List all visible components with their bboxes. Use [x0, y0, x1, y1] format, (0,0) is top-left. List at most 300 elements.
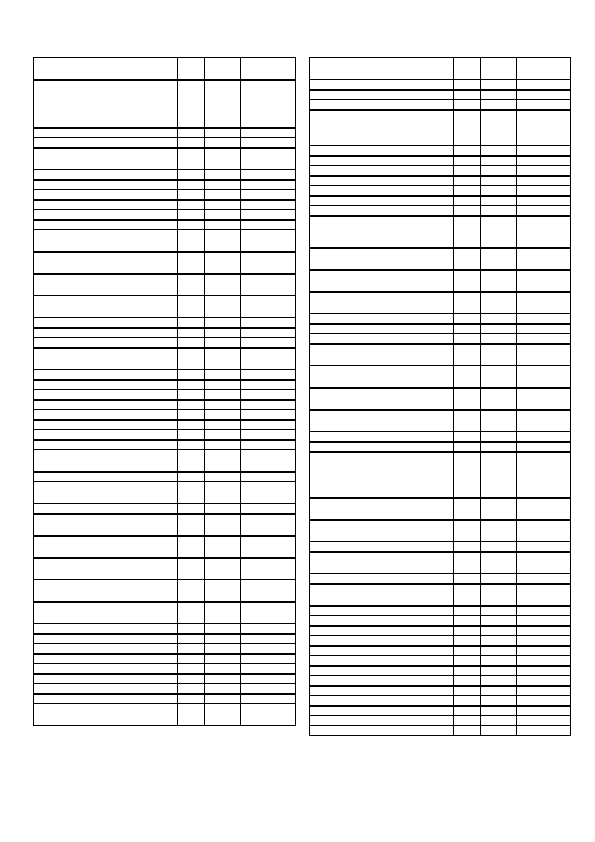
- left-table-cell: [34, 514, 178, 536]
- left-table-row: [34, 338, 296, 348]
- left-table-cell: [34, 410, 178, 420]
- left-table-cell: [241, 644, 296, 654]
- left-table-row: [34, 138, 296, 148]
- right-table-cell: [481, 656, 517, 666]
- left-table-cell: [34, 230, 178, 252]
- left-table-row: [34, 230, 296, 252]
- right-table-cell: [481, 166, 517, 176]
- left-table-row: [34, 128, 296, 138]
- left-table-row: [34, 170, 296, 180]
- left-table-cell: [241, 138, 296, 148]
- right-table-cell: [454, 196, 481, 206]
- left-table-cell: [34, 580, 178, 602]
- right-table-cell: [517, 574, 571, 584]
- right-table-cell: [310, 166, 454, 176]
- left-table-cell: [178, 318, 205, 328]
- right-table-row: [310, 666, 571, 676]
- left-table-cell: [205, 80, 241, 128]
- right-table-cell: [517, 626, 571, 636]
- left-table-cell: [205, 430, 241, 440]
- right-table-cell: [481, 186, 517, 196]
- left-table-cell: [34, 370, 178, 380]
- right-table-cell: [517, 100, 571, 110]
- left-table-cell: [205, 370, 241, 380]
- right-table-cell: [481, 716, 517, 726]
- right-table-cell: [310, 696, 454, 706]
- left-table-cell: [34, 450, 178, 472]
- right-table-cell: [310, 388, 454, 410]
- right-table-row: [310, 696, 571, 706]
- right-table-row: [310, 156, 571, 166]
- right-table-cell: [454, 574, 481, 584]
- right-table-row: [310, 574, 571, 584]
- left-table-cell: [34, 380, 178, 390]
- right-table-row: [310, 366, 571, 388]
- right-table-cell: [481, 410, 517, 432]
- left-table-cell: [178, 624, 205, 634]
- right-table-cell: [454, 520, 481, 542]
- right-table-cell: [517, 216, 571, 248]
- right-table-row: [310, 626, 571, 636]
- left-table-cell: [34, 170, 178, 180]
- right-table-cell: [481, 542, 517, 552]
- right-table-cell: [454, 646, 481, 656]
- right-table-cell: [454, 100, 481, 110]
- right-table-row: [310, 248, 571, 270]
- left-table-cell: [241, 634, 296, 644]
- left-table-cell: [34, 430, 178, 440]
- left-table-row: [34, 430, 296, 440]
- left-table-cell: [178, 210, 205, 220]
- right-table-cell: [481, 216, 517, 248]
- left-table-cell: [205, 296, 241, 318]
- right-table-row: [310, 636, 571, 646]
- left-table-row: [34, 58, 296, 80]
- right-table-cell: [517, 552, 571, 574]
- right-table-cell: [517, 344, 571, 366]
- left-table-cell: [205, 450, 241, 472]
- left-table-cell: [241, 674, 296, 684]
- left-table-cell: [178, 684, 205, 694]
- right-table-row: [310, 206, 571, 216]
- right-table-cell: [517, 616, 571, 626]
- left-table-cell: [205, 602, 241, 624]
- left-table-row: [34, 602, 296, 624]
- right-table-cell: [310, 432, 454, 442]
- left-table-row: [34, 580, 296, 602]
- right-table-cell: [481, 196, 517, 206]
- right-table-row: [310, 80, 571, 90]
- left-table-cell: [205, 338, 241, 348]
- left-table-cell: [178, 410, 205, 420]
- right-table-cell: [310, 334, 454, 344]
- left-table-cell: [178, 536, 205, 558]
- right-table-cell: [481, 676, 517, 686]
- right-table-cell: [517, 520, 571, 542]
- left-table-row: [34, 704, 296, 726]
- right-table-row: [310, 606, 571, 616]
- right-table: [309, 57, 571, 736]
- right-table-cell: [310, 58, 454, 80]
- right-table-cell: [310, 90, 454, 100]
- left-table-cell: [178, 644, 205, 654]
- left-table-row: [34, 694, 296, 704]
- left-table-cell: [34, 200, 178, 210]
- left-table-cell: [205, 220, 241, 230]
- right-table-cell: [517, 80, 571, 90]
- left-table-cell: [241, 400, 296, 410]
- left-table-cell: [205, 684, 241, 694]
- left-table-cell: [205, 200, 241, 210]
- right-table-cell: [517, 206, 571, 216]
- right-table-cell: [454, 388, 481, 410]
- right-table-cell: [454, 606, 481, 616]
- right-table-cell: [310, 626, 454, 636]
- left-table-cell: [241, 380, 296, 390]
- right-table-row: [310, 552, 571, 574]
- right-table-cell: [454, 452, 481, 498]
- right-table-cell: [454, 80, 481, 90]
- right-table-cell: [481, 646, 517, 656]
- right-table-cell: [310, 156, 454, 166]
- left-table-cell: [241, 654, 296, 664]
- left-table-cell: [241, 252, 296, 274]
- right-table-cell: [517, 584, 571, 606]
- left-table-cell: [178, 230, 205, 252]
- left-table-cell: [34, 252, 178, 274]
- left-table-row: [34, 644, 296, 654]
- right-table-cell: [517, 442, 571, 452]
- right-table-cell: [481, 666, 517, 676]
- right-table-cell: [310, 206, 454, 216]
- left-table-cell: [34, 390, 178, 400]
- left-table-row: [34, 440, 296, 450]
- right-table-cell: [517, 452, 571, 498]
- right-table-cell: [454, 334, 481, 344]
- right-table-cell: [310, 706, 454, 716]
- left-table-cell: [34, 504, 178, 514]
- right-table-cell: [454, 146, 481, 156]
- left-table-row: [34, 684, 296, 694]
- left-table-row: [34, 296, 296, 318]
- left-table-cell: [205, 580, 241, 602]
- right-table-cell: [310, 574, 454, 584]
- left-table-cell: [178, 450, 205, 472]
- right-table-cell: [310, 542, 454, 552]
- right-table-cell: [310, 344, 454, 366]
- left-table-cell: [34, 400, 178, 410]
- left-table-cell: [241, 536, 296, 558]
- left-table-cell: [34, 274, 178, 296]
- right-table-cell: [310, 324, 454, 334]
- right-table-row: [310, 498, 571, 520]
- left-table-row: [34, 380, 296, 390]
- left-table-row: [34, 148, 296, 170]
- left-table-cell: [34, 482, 178, 504]
- right-table-cell: [481, 80, 517, 90]
- right-table-cell: [310, 584, 454, 606]
- right-table-row: [310, 442, 571, 452]
- left-table-cell: [34, 674, 178, 684]
- left-table-cell: [178, 80, 205, 128]
- left-table-cell: [205, 536, 241, 558]
- left-table-row: [34, 472, 296, 482]
- left-table-cell: [241, 664, 296, 674]
- right-table-row: [310, 584, 571, 606]
- right-table-cell: [481, 156, 517, 166]
- left-table-cell: [34, 420, 178, 430]
- right-table-cell: [454, 686, 481, 696]
- right-table-cell: [517, 292, 571, 314]
- left-table-cell: [178, 504, 205, 514]
- left-table-cell: [178, 190, 205, 200]
- right-table-cell: [481, 334, 517, 344]
- right-table-cell: [454, 410, 481, 432]
- right-table-cell: [310, 616, 454, 626]
- right-table-row: [310, 270, 571, 292]
- left-table-row: [34, 328, 296, 338]
- right-table-cell: [454, 176, 481, 186]
- right-table-cell: [481, 110, 517, 146]
- left-table-cell: [241, 580, 296, 602]
- left-table-row: [34, 674, 296, 684]
- right-table-row: [310, 146, 571, 156]
- right-table-cell: [310, 666, 454, 676]
- left-table-cell: [205, 170, 241, 180]
- right-table-cell: [517, 656, 571, 666]
- left-table-row: [34, 654, 296, 664]
- right-table-cell: [454, 206, 481, 216]
- left-table-cell: [178, 420, 205, 430]
- right-table-cell: [454, 344, 481, 366]
- right-table-cell: [517, 706, 571, 716]
- right-table-cell: [310, 686, 454, 696]
- right-table-cell: [310, 100, 454, 110]
- right-table-cell: [481, 552, 517, 574]
- right-table-cell: [517, 716, 571, 726]
- left-table-cell: [241, 440, 296, 450]
- right-table-row: [310, 292, 571, 314]
- left-table-cell: [205, 318, 241, 328]
- right-table-cell: [454, 666, 481, 676]
- right-table-cell: [454, 442, 481, 452]
- left-table-cell: [241, 190, 296, 200]
- left-table-cell: [34, 296, 178, 318]
- left-table-cell: [178, 338, 205, 348]
- right-table-row: [310, 452, 571, 498]
- right-table-cell: [517, 270, 571, 292]
- right-table-cell: [310, 552, 454, 574]
- left-table-cell: [205, 514, 241, 536]
- right-table-cell: [517, 90, 571, 100]
- right-table-cell: [517, 166, 571, 176]
- right-table-cell: [454, 542, 481, 552]
- left-table-cell: [241, 472, 296, 482]
- left-table-row: [34, 624, 296, 634]
- left-table-cell: [34, 210, 178, 220]
- right-table-cell: [517, 542, 571, 552]
- left-table-cell: [241, 694, 296, 704]
- left-table-cell: [178, 602, 205, 624]
- left-table-row: [34, 390, 296, 400]
- left-table-cell: [34, 654, 178, 664]
- left-table-cell: [34, 472, 178, 482]
- right-table-row: [310, 324, 571, 334]
- right-table-cell: [310, 216, 454, 248]
- right-table-cell: [454, 676, 481, 686]
- left-table-row: [34, 274, 296, 296]
- left-table-cell: [205, 558, 241, 580]
- right-table-cell: [517, 606, 571, 616]
- left-table-cell: [178, 296, 205, 318]
- right-table-cell: [454, 366, 481, 388]
- left-table-cell: [178, 348, 205, 370]
- right-table-cell: [454, 216, 481, 248]
- left-table-cell: [241, 558, 296, 580]
- left-table-row: [34, 558, 296, 580]
- left-table-row: [34, 220, 296, 230]
- right-table-cell: [481, 432, 517, 442]
- left-table-cell: [205, 210, 241, 220]
- left-table-row: [34, 400, 296, 410]
- right-table-cell: [517, 366, 571, 388]
- left-table-cell: [241, 390, 296, 400]
- left-table-cell: [178, 148, 205, 170]
- right-table-cell: [310, 646, 454, 656]
- left-table-cell: [241, 624, 296, 634]
- left-table-cell: [34, 220, 178, 230]
- left-table-cell: [178, 634, 205, 644]
- left-table-cell: [178, 274, 205, 296]
- left-table-cell: [34, 328, 178, 338]
- right-table-cell: [481, 146, 517, 156]
- left-table-cell: [178, 472, 205, 482]
- left-table-cell: [178, 400, 205, 410]
- right-table-cell: [454, 314, 481, 324]
- right-table-cell: [481, 606, 517, 616]
- right-table-cell: [481, 176, 517, 186]
- right-table-cell: [454, 156, 481, 166]
- right-table-cell: [310, 110, 454, 146]
- left-table-cell: [241, 210, 296, 220]
- right-table-cell: [517, 334, 571, 344]
- right-table-cell: [481, 292, 517, 314]
- right-table-cell: [481, 584, 517, 606]
- left-table-row: [34, 634, 296, 644]
- left-table-cell: [34, 138, 178, 148]
- right-table-cell: [517, 186, 571, 196]
- left-table-cell: [34, 348, 178, 370]
- right-table-cell: [310, 606, 454, 616]
- right-table-cell: [517, 58, 571, 80]
- left-table-cell: [178, 558, 205, 580]
- right-table-cell: [481, 248, 517, 270]
- right-table-cell: [454, 696, 481, 706]
- left-table-cell: [205, 634, 241, 644]
- right-table-row: [310, 432, 571, 442]
- left-table-cell: [34, 128, 178, 138]
- right-table-cell: [481, 90, 517, 100]
- right-table-cell: [454, 636, 481, 646]
- left-table-cell: [241, 80, 296, 128]
- left-table-cell: [178, 370, 205, 380]
- left-table-cell: [34, 190, 178, 200]
- right-table-row: [310, 196, 571, 206]
- right-table-cell: [454, 584, 481, 606]
- left-table-cell: [241, 328, 296, 338]
- right-table-row: [310, 110, 571, 146]
- right-table-cell: [517, 726, 571, 736]
- left-table-cell: [205, 148, 241, 170]
- right-table-cell: [517, 498, 571, 520]
- right-table-cell: [517, 646, 571, 656]
- right-table-cell: [310, 452, 454, 498]
- right-table-cell: [481, 686, 517, 696]
- left-table-row: [34, 504, 296, 514]
- left-table-row: [34, 514, 296, 536]
- left-table-cell: [205, 348, 241, 370]
- right-table-cell: [481, 696, 517, 706]
- left-table-cell: [205, 138, 241, 148]
- left-table-cell: [34, 148, 178, 170]
- right-table-cell: [310, 146, 454, 156]
- left-table-cell: [205, 128, 241, 138]
- right-table-cell: [481, 626, 517, 636]
- right-table-cell: [481, 388, 517, 410]
- right-table-cell: [310, 520, 454, 542]
- right-table-cell: [517, 110, 571, 146]
- right-table-cell: [517, 388, 571, 410]
- right-table-cell: [517, 248, 571, 270]
- left-table-cell: [205, 274, 241, 296]
- left-table-row: [34, 420, 296, 430]
- right-table-cell: [517, 314, 571, 324]
- left-table-cell: [205, 400, 241, 410]
- left-table-cell: [205, 390, 241, 400]
- right-table-cell: [481, 344, 517, 366]
- right-table-cell: [454, 498, 481, 520]
- left-table-row: [34, 410, 296, 420]
- right-table-cell: [517, 686, 571, 696]
- right-table-cell: [454, 292, 481, 314]
- left-table-row: [34, 482, 296, 504]
- right-table-row: [310, 716, 571, 726]
- left-table-cell: [205, 482, 241, 504]
- right-table-cell: [517, 410, 571, 432]
- right-table-cell: [454, 186, 481, 196]
- left-table-cell: [241, 482, 296, 504]
- right-table-row: [310, 542, 571, 552]
- right-table-cell: [481, 366, 517, 388]
- right-table-row: [310, 216, 571, 248]
- left-table-row: [34, 348, 296, 370]
- left-table-cell: [241, 450, 296, 472]
- left-table-cell: [178, 138, 205, 148]
- left-table-cell: [205, 504, 241, 514]
- left-table-cell: [205, 654, 241, 664]
- left-table-cell: [178, 170, 205, 180]
- right-table-row: [310, 90, 571, 100]
- right-table-row: [310, 616, 571, 626]
- right-table-cell: [454, 324, 481, 334]
- left-table-cell: [178, 664, 205, 674]
- right-table-cell: [517, 146, 571, 156]
- right-table-row: [310, 176, 571, 186]
- right-table-row: [310, 410, 571, 432]
- left-table-cell: [205, 252, 241, 274]
- left-table-cell: [178, 580, 205, 602]
- left-table-cell: [34, 536, 178, 558]
